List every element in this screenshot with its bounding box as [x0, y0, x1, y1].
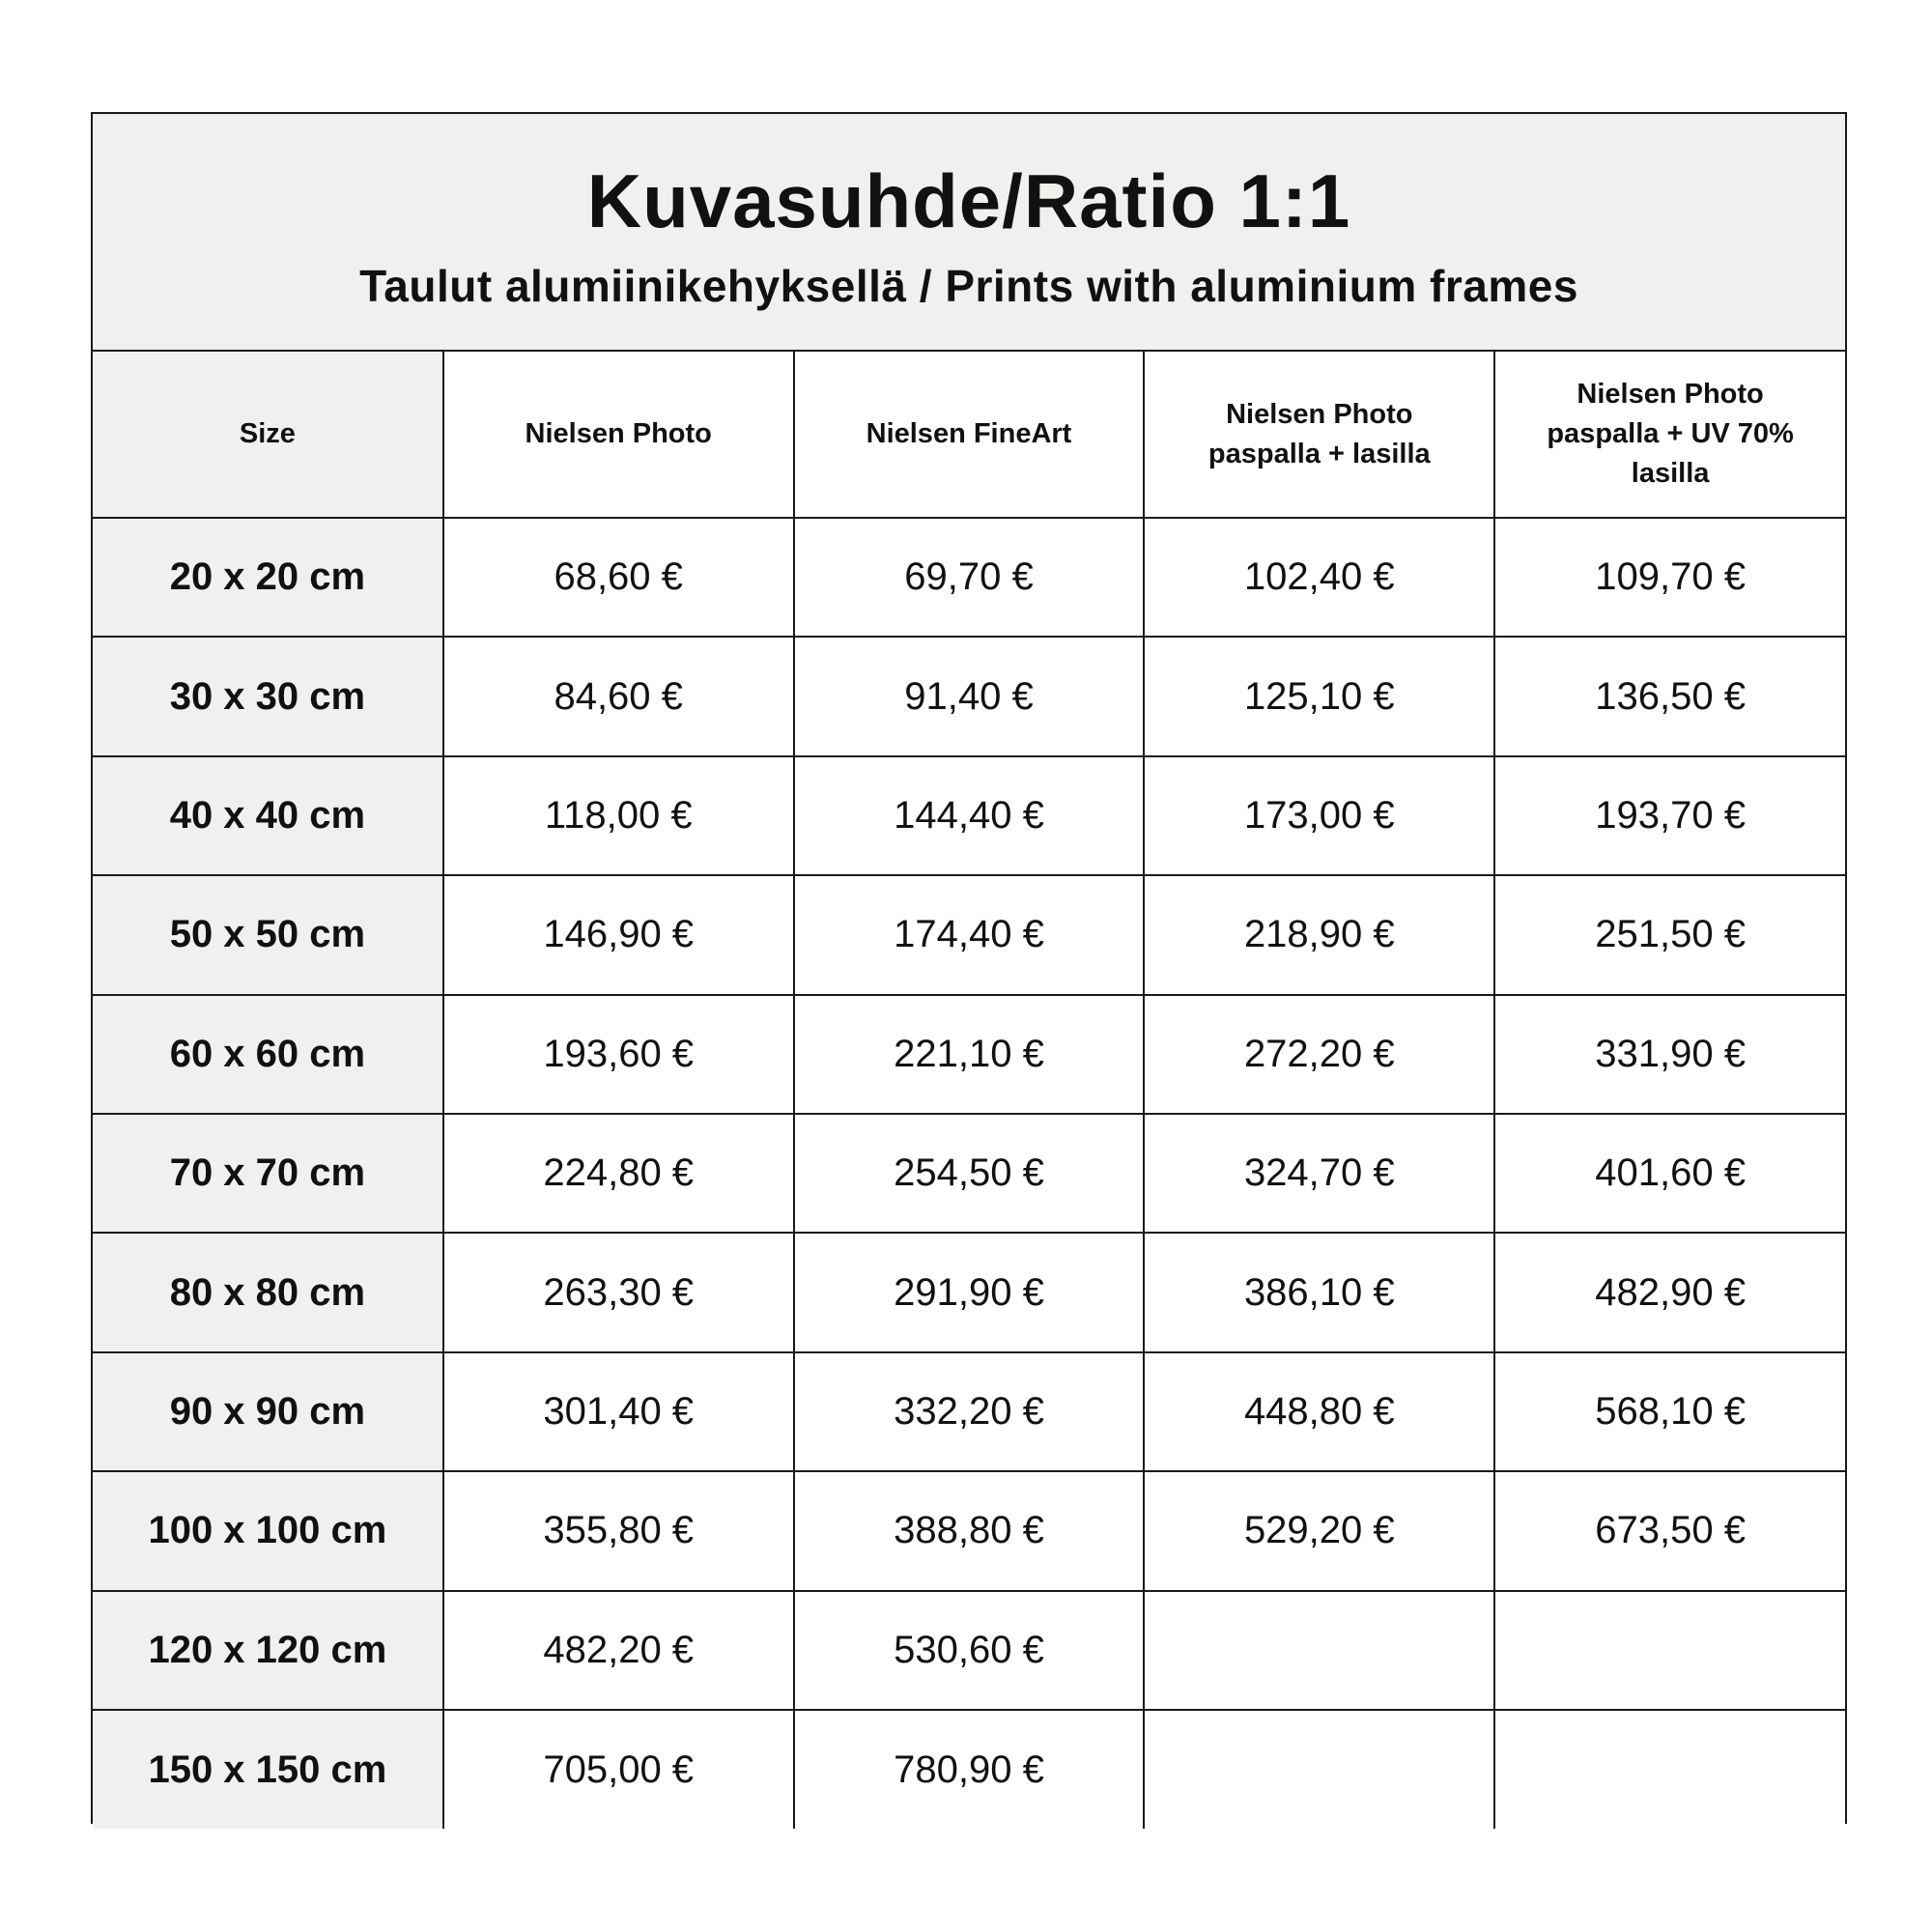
table-row — [93, 1710, 1845, 1829]
size-cell: 70 x 70 cm — [93, 1114, 443, 1233]
price-cell: 173,00 € — [1144, 756, 1494, 875]
column-header-nielsen-fineart: Nielsen FineArt — [794, 352, 1145, 518]
size-cell: 90 x 90 cm — [93, 1352, 443, 1471]
price-cell-empty — [1144, 1591, 1494, 1710]
price-cell: 221,10 € — [794, 995, 1145, 1114]
price-cell: 193,70 € — [1494, 756, 1845, 875]
table-row — [93, 995, 1845, 1114]
price-cell: 401,60 € — [1494, 1114, 1845, 1233]
price-cell: 705,00 € — [443, 1710, 794, 1829]
size-cell: 40 x 40 cm — [93, 756, 443, 875]
size-cell: 30 x 30 cm — [93, 637, 443, 755]
price-cell: 331,90 € — [1494, 995, 1845, 1114]
table-row — [93, 875, 1845, 994]
table-header-row — [93, 352, 1845, 518]
title-block — [93, 114, 1845, 352]
price-cell: 125,10 € — [1144, 637, 1494, 755]
column-header-photo-paspalla-lasilla: Nielsen Photo paspalla + lasilla — [1144, 352, 1494, 518]
table-row — [93, 1233, 1845, 1351]
price-cell: 69,70 € — [794, 518, 1145, 637]
price-cell: 102,40 € — [1144, 518, 1494, 637]
price-cell-empty — [1144, 1710, 1494, 1829]
price-cell: 568,10 € — [1494, 1352, 1845, 1471]
price-cell: 482,20 € — [443, 1591, 794, 1710]
size-cell: 80 x 80 cm — [93, 1233, 443, 1351]
size-cell: 120 x 120 cm — [93, 1591, 443, 1710]
price-cell: 224,80 € — [443, 1114, 794, 1233]
size-cell: 60 x 60 cm — [93, 995, 443, 1114]
price-cell: 174,40 € — [794, 875, 1145, 994]
price-cell: 263,30 € — [443, 1233, 794, 1351]
size-cell: 100 x 100 cm — [93, 1471, 443, 1590]
column-header-size: Size — [93, 352, 443, 518]
price-cell: 136,50 € — [1494, 637, 1845, 755]
price-sheet — [91, 112, 1847, 1824]
price-cell: 388,80 € — [794, 1471, 1145, 1590]
price-cell: 324,70 € — [1144, 1114, 1494, 1233]
price-cell: 482,90 € — [1494, 1233, 1845, 1351]
table-row — [93, 1471, 1845, 1590]
price-cell: 386,10 € — [1144, 1233, 1494, 1351]
price-cell-empty — [1494, 1591, 1845, 1710]
table-row — [93, 1352, 1845, 1471]
table-row — [93, 518, 1845, 637]
page-title: Kuvasuhde/Ratio 1:1 — [586, 158, 1351, 243]
price-table — [93, 352, 1845, 1829]
price-cell: 355,80 € — [443, 1471, 794, 1590]
price-cell: 118,00 € — [443, 756, 794, 875]
column-header-nielsen-photo: Nielsen Photo — [443, 352, 794, 518]
price-cell: 272,20 € — [1144, 995, 1494, 1114]
column-header-photo-paspalla-uv-lasilla: Nielsen Photo paspalla + UV 70% lasilla — [1494, 352, 1845, 518]
size-cell: 20 x 20 cm — [93, 518, 443, 637]
price-cell: 673,50 € — [1494, 1471, 1845, 1590]
price-cell: 193,60 € — [443, 995, 794, 1114]
size-cell: 50 x 50 cm — [93, 875, 443, 994]
price-cell: 530,60 € — [794, 1591, 1145, 1710]
price-cell: 529,20 € — [1144, 1471, 1494, 1590]
size-cell: 150 x 150 cm — [93, 1710, 443, 1829]
price-cell: 218,90 € — [1144, 875, 1494, 994]
price-cell: 109,70 € — [1494, 518, 1845, 637]
price-cell: 144,40 € — [794, 756, 1145, 875]
price-cell: 780,90 € — [794, 1710, 1145, 1829]
table-row — [93, 1114, 1845, 1233]
price-cell: 91,40 € — [794, 637, 1145, 755]
page-subtitle: Taulut alumiinikehyksellä / Prints with aluminium frames — [359, 261, 1578, 311]
price-cell: 332,20 € — [794, 1352, 1145, 1471]
price-cell-empty — [1494, 1710, 1845, 1829]
price-cell: 291,90 € — [794, 1233, 1145, 1351]
table-row — [93, 637, 1845, 755]
price-cell: 146,90 € — [443, 875, 794, 994]
price-cell: 84,60 € — [443, 637, 794, 755]
price-cell: 251,50 € — [1494, 875, 1845, 994]
price-cell: 448,80 € — [1144, 1352, 1494, 1471]
price-cell: 68,60 € — [443, 518, 794, 637]
price-cell: 301,40 € — [443, 1352, 794, 1471]
price-cell: 254,50 € — [794, 1114, 1145, 1233]
table-row — [93, 1591, 1845, 1710]
table-row — [93, 756, 1845, 875]
